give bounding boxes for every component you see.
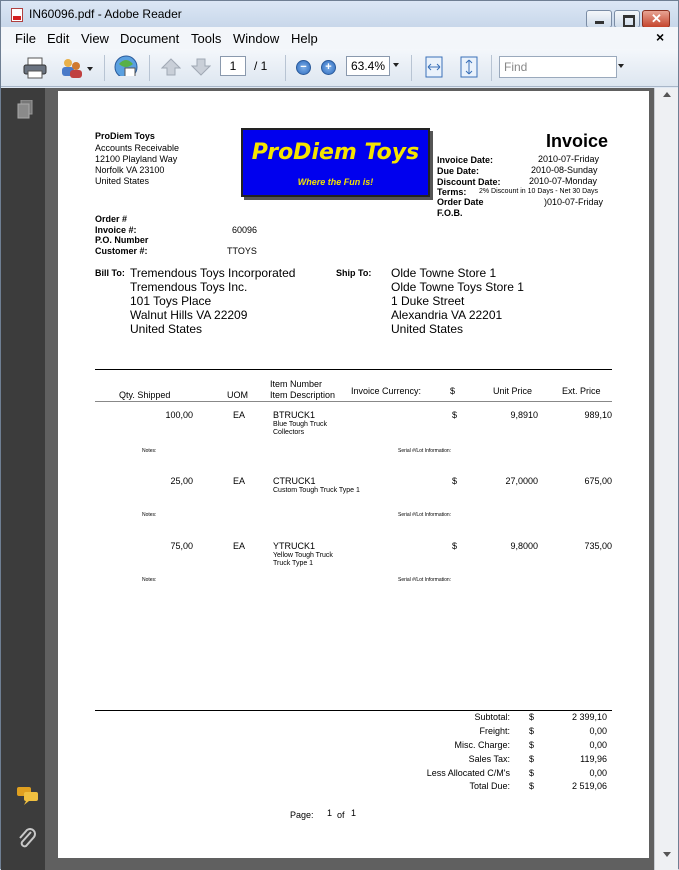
item-number: CTRUCK1 bbox=[273, 476, 316, 486]
meta-label: Order Date bbox=[437, 197, 484, 207]
column-header-item-number: Item Number bbox=[270, 379, 323, 389]
divider bbox=[95, 369, 612, 370]
id-label: Order # bbox=[95, 214, 128, 224]
share-people-icon[interactable] bbox=[59, 57, 95, 79]
meta-value: )010-07-Friday bbox=[544, 197, 604, 207]
company-address-line: Norfolk VA 23100 bbox=[95, 165, 165, 175]
attachments-paperclip-icon[interactable] bbox=[17, 828, 37, 850]
comments-icon[interactable] bbox=[16, 786, 40, 806]
total-value: 119,96 bbox=[580, 754, 607, 764]
menu-view[interactable]: View bbox=[81, 31, 109, 46]
ship-to-label: Ship To: bbox=[336, 268, 372, 278]
item-currency: $ bbox=[452, 410, 458, 420]
column-header-currency-symbol: $ bbox=[450, 386, 456, 396]
total-label: Subtotal: bbox=[474, 712, 510, 722]
ship-to-line: 1 Duke Street bbox=[391, 294, 465, 308]
item-ext-price: 735,00 bbox=[584, 541, 612, 551]
item-currency: $ bbox=[452, 476, 458, 486]
minimize-button[interactable] bbox=[586, 10, 612, 28]
next-page-icon[interactable] bbox=[191, 58, 211, 76]
page-number-input[interactable]: 1 bbox=[220, 56, 246, 76]
close-icon: ✕ bbox=[651, 11, 662, 26]
total-currency: $ bbox=[529, 768, 535, 778]
item-description: Custom Tough Truck Type 1 bbox=[273, 487, 360, 494]
logo-tagline: Where the Fun is! bbox=[297, 177, 374, 187]
menu-help[interactable]: Help bbox=[291, 31, 318, 46]
logo-title: ProDiem Toys bbox=[251, 140, 420, 165]
title-bar bbox=[1, 1, 678, 27]
total-currency: $ bbox=[529, 712, 535, 722]
item-qty: 25,00 bbox=[170, 476, 193, 486]
column-header-qty: Qty. Shipped bbox=[119, 390, 171, 400]
column-header-currency: Invoice Currency: bbox=[351, 386, 422, 396]
company-address-line: Accounts Receivable bbox=[95, 143, 180, 153]
total-due-value: 2 519,06 bbox=[571, 781, 607, 791]
pages-panel-icon[interactable] bbox=[17, 100, 33, 120]
item-description: Collectors bbox=[273, 429, 305, 436]
close-document-icon[interactable]: × bbox=[656, 29, 665, 45]
total-label: Misc. Charge: bbox=[454, 740, 510, 750]
meta-value: 2010-08-Sunday bbox=[531, 165, 598, 175]
item-serial-label: Serial #/Lot Information: bbox=[398, 448, 452, 454]
ship-to-line: Olde Towne Store 1 bbox=[391, 266, 497, 280]
total-value: 2 399,10 bbox=[571, 712, 607, 722]
bill-to-line: Walnut Hills VA 22209 bbox=[130, 308, 248, 322]
menu-edit[interactable]: Edit bbox=[47, 31, 70, 46]
id-label: Customer #: bbox=[95, 246, 148, 256]
footer-of: of bbox=[337, 810, 345, 820]
total-currency: $ bbox=[529, 740, 535, 750]
meta-label: Invoice Date: bbox=[437, 155, 494, 165]
acrobat-online-icon[interactable] bbox=[113, 54, 139, 76]
column-header-unit-price: Unit Price bbox=[493, 386, 533, 396]
item-notes-label: Notes: bbox=[142, 512, 157, 518]
total-value: 0,00 bbox=[589, 768, 607, 778]
total-label: Freight: bbox=[479, 726, 510, 736]
total-value: 0,00 bbox=[589, 740, 607, 750]
item-notes-label: Notes: bbox=[142, 448, 157, 454]
totals-divider bbox=[95, 710, 612, 711]
find-input[interactable]: Find bbox=[499, 56, 617, 78]
footer-page-number: 1 bbox=[327, 808, 333, 818]
item-ext-price: 675,00 bbox=[584, 476, 612, 486]
zoom-in-icon[interactable]: + bbox=[321, 60, 336, 75]
navigation-sidebar bbox=[1, 88, 45, 870]
print-icon[interactable] bbox=[23, 57, 47, 79]
fit-page-icon[interactable] bbox=[459, 56, 479, 78]
meta-value: 2% Discount in 10 Days - Net 30 Days bbox=[479, 188, 599, 195]
total-currency: $ bbox=[529, 754, 535, 764]
find-dropdown-arrow-icon[interactable] bbox=[618, 64, 624, 68]
item-description: Truck Type 1 bbox=[273, 560, 314, 567]
invoice-number: 60096 bbox=[232, 225, 258, 235]
footer-page-total: 1 bbox=[351, 808, 357, 818]
item-uom: EA bbox=[233, 476, 246, 486]
item-qty: 100,00 bbox=[165, 410, 193, 420]
item-notes-label: Notes: bbox=[142, 577, 157, 583]
id-label: Invoice #: bbox=[95, 225, 137, 235]
bill-to-line: Tremendous Toys Inc. bbox=[130, 280, 248, 294]
total-label: Sales Tax: bbox=[468, 754, 510, 764]
ship-to-line: Olde Towne Toys Store 1 bbox=[391, 280, 524, 294]
pdf-file-icon bbox=[11, 8, 23, 22]
maximize-button[interactable] bbox=[614, 10, 640, 28]
company-logo bbox=[241, 128, 430, 197]
item-description: Blue Tough Truck bbox=[273, 421, 327, 428]
bill-to-line: 101 Toys Place bbox=[130, 294, 212, 308]
header-divider bbox=[95, 401, 612, 402]
meta-label: Terms: bbox=[437, 187, 467, 197]
item-qty: 75,00 bbox=[170, 541, 193, 551]
id-label: P.O. Number bbox=[95, 235, 149, 245]
zoom-dropdown-arrow-icon[interactable] bbox=[393, 63, 399, 67]
meta-label: Discount Date: bbox=[437, 177, 501, 187]
item-uom: EA bbox=[233, 410, 246, 420]
item-unit-price: 9,8000 bbox=[510, 541, 538, 551]
menu-window[interactable]: Window bbox=[233, 31, 280, 46]
meta-value: 2010-07-Friday bbox=[538, 154, 600, 164]
ship-to-line: Alexandria VA 22201 bbox=[391, 308, 503, 322]
menu-bar bbox=[1, 27, 678, 49]
item-ext-price: 989,10 bbox=[584, 410, 612, 420]
item-uom: EA bbox=[233, 541, 246, 551]
column-header-ext-price: Ext. Price bbox=[562, 386, 601, 396]
company-name: ProDiem Toys bbox=[95, 131, 155, 141]
previous-page-icon[interactable] bbox=[161, 58, 181, 76]
item-serial-label: Serial #/Lot Information: bbox=[398, 577, 452, 583]
customer-number: TTOYS bbox=[227, 246, 257, 256]
window-title: IN60096.pdf - Adobe Reader bbox=[29, 7, 182, 21]
item-serial-label: Serial #/Lot Information: bbox=[398, 512, 452, 518]
bill-to-label: Bill To: bbox=[95, 268, 125, 278]
total-currency: $ bbox=[529, 781, 535, 791]
footer-page-label: Page: bbox=[290, 810, 314, 820]
total-currency: $ bbox=[529, 726, 535, 736]
company-address-line: United States bbox=[95, 176, 150, 186]
meta-label: F.O.B. bbox=[437, 208, 463, 218]
item-unit-price: 27,0000 bbox=[505, 476, 538, 486]
fit-width-icon[interactable] bbox=[424, 56, 444, 78]
column-header-item-description: Item Description bbox=[270, 390, 336, 400]
close-button[interactable] bbox=[642, 10, 670, 28]
zoom-out-icon[interactable]: − bbox=[296, 60, 311, 75]
menu-document[interactable]: Document bbox=[120, 31, 180, 46]
ship-to-line: United States bbox=[391, 322, 464, 336]
scroll-down-arrow-icon[interactable] bbox=[663, 852, 671, 857]
page-total: / 1 bbox=[254, 59, 268, 73]
item-currency: $ bbox=[452, 541, 458, 551]
total-due-label: Total Due: bbox=[469, 781, 510, 791]
menu-tools[interactable]: Tools bbox=[191, 31, 222, 46]
meta-label: Due Date: bbox=[437, 166, 480, 176]
item-number: YTRUCK1 bbox=[273, 541, 316, 551]
bill-to-line: United States bbox=[130, 322, 203, 336]
item-number: BTRUCK1 bbox=[273, 410, 316, 420]
item-unit-price: 9,8910 bbox=[510, 410, 538, 420]
total-value: 0,00 bbox=[589, 726, 607, 736]
invoice-title: Invoice bbox=[546, 131, 609, 151]
invoice-page bbox=[58, 91, 649, 858]
zoom-level-input[interactable]: 63.4% bbox=[346, 56, 390, 76]
item-description: Yellow Tough Truck bbox=[273, 552, 333, 559]
scroll-up-arrow-icon[interactable] bbox=[663, 92, 671, 97]
company-address-line: 12100 Playland Way bbox=[95, 154, 178, 164]
total-label: Less Allocated C/M's bbox=[426, 768, 510, 778]
menu-file[interactable]: File bbox=[15, 31, 36, 46]
meta-value: 2010-07-Monday bbox=[529, 176, 598, 186]
bill-to-line: Tremendous Toys Incorporated bbox=[130, 266, 296, 280]
column-header-uom: UOM bbox=[227, 390, 248, 400]
vertical-scrollbar[interactable] bbox=[654, 88, 678, 870]
